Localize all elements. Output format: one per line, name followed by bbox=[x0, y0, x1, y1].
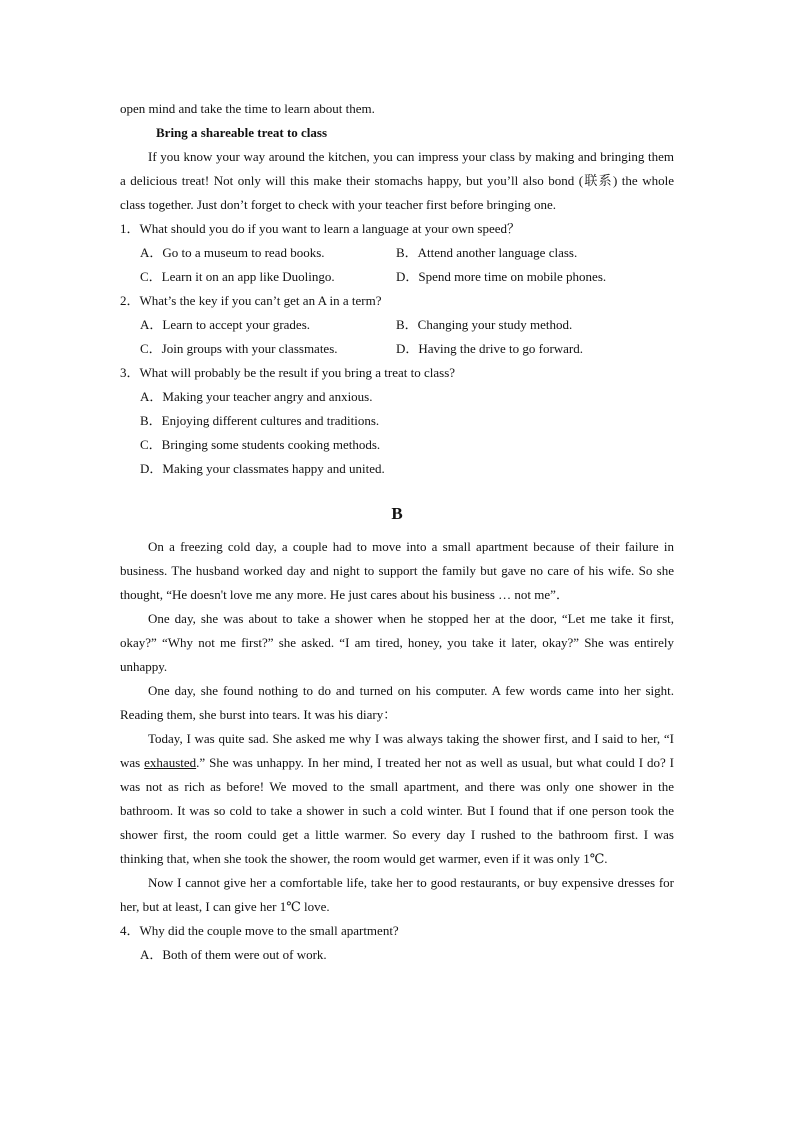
passage-b-paragraph-2: One day, she was about to take a shower when he stopped her at the door, “Let me take it first, okay?” “Why not me first?” she asked. “I am tired, honey, you take it later, okay?” She was entirely unhappy. bbox=[120, 611, 674, 674]
question-3-option-b: B．Enjoying different cultures and traditions. bbox=[140, 413, 380, 428]
section-b-title: B bbox=[391, 504, 403, 523]
question-1-option-d: D．Spend more time on mobile phones. bbox=[396, 269, 607, 284]
question-1-option-c: C．Learn it on an app like Duolingo. bbox=[140, 269, 335, 284]
question-2-option-c: C．Join groups with your classmates. bbox=[140, 341, 338, 356]
question-1-options-row-2 bbox=[120, 265, 674, 289]
diary-text-before: Today, I was quite sad. She asked me why I was always taking the shower first, and I said to her, “I was bbox=[120, 731, 674, 770]
question-3-option-a: A．Making your teacher angry and anxious. bbox=[140, 389, 373, 404]
question-2-option-a: A．Learn to accept your grades. bbox=[140, 317, 311, 332]
question-2-stem: 2．What’s the key if you can’t get an A in a term? bbox=[120, 293, 382, 308]
question-4-stem: 4．Why did the couple move to the small apartment? bbox=[120, 923, 399, 938]
underlined-word-exhausted: exhausted bbox=[144, 755, 197, 770]
diary-text-after: .” She was unhappy. In her mind, I treated her not as well as usual, but what could I do? I was not as rich as before! We moved to the small apartment, and there was only one shower in the bathroom. It was so cold to take a shower in such a cold winter. But I found that if one person took the shower first, the room could get a little warmer. So every day I rushed to the bathroom first. I was thinking that, when she took the shower, the room would get warmer, even if it was only 1℃. bbox=[120, 755, 675, 866]
question-1-options-row-1 bbox=[120, 241, 674, 265]
question-1-stem: 1．What should you do if you want to learn a language at your own speed？ bbox=[120, 221, 521, 236]
intro-tail: open mind and take the time to learn about them. bbox=[120, 101, 375, 116]
question-3-option-d: D．Making your classmates happy and united. bbox=[140, 461, 385, 476]
treat-heading: Bring a shareable treat to class bbox=[156, 125, 328, 140]
passage-b-paragraph-3: One day, she found nothing to do and turned on his computer. A few words came into her sight. Reading them, she burst into tears. It was his diary： bbox=[120, 683, 674, 722]
treat-paragraph: If you know your way around the kitchen, you can impress your class by making and bringing them a delicious treat! Not only will this make their stomachs happy, but you’ll also bond (联系) the whole class together. Just don’t forget to check with your teacher first before bringing one. bbox=[120, 149, 674, 212]
question-3-stem: 3．What will probably be the result if you bring a treat to class? bbox=[120, 365, 456, 380]
question-3-option-c: C．Bringing some students cooking methods. bbox=[140, 437, 381, 452]
page-content bbox=[120, 97, 674, 967]
question-2-option-d: D．Having the drive to go forward. bbox=[396, 341, 584, 356]
question-2-options-row-1 bbox=[120, 313, 674, 337]
passage-b-paragraph-5: Now I cannot give her a comfortable life, take her to good restaurants, or buy expensive dresses for her, but at least, I can give her 1℃ love. bbox=[120, 875, 674, 914]
question-2-option-b: B．Changing your study method. bbox=[396, 317, 573, 332]
question-1-option-b: B．Attend another language class. bbox=[396, 245, 578, 260]
question-1-option-a: A．Go to a museum to read books. bbox=[140, 245, 325, 260]
question-2-options-row-2 bbox=[120, 337, 674, 361]
question-4-option-a: A．Both of them were out of work. bbox=[140, 947, 327, 962]
passage-b-paragraph-4 bbox=[120, 727, 674, 871]
passage-b-paragraph-1: On a freezing cold day, a couple had to move into a small apartment because of their failure in business. The husband worked day and night to support the family but gave no care of his wife. So she thought, “He doesn't love me any more. He just cares about his business … not me”． bbox=[120, 539, 674, 602]
